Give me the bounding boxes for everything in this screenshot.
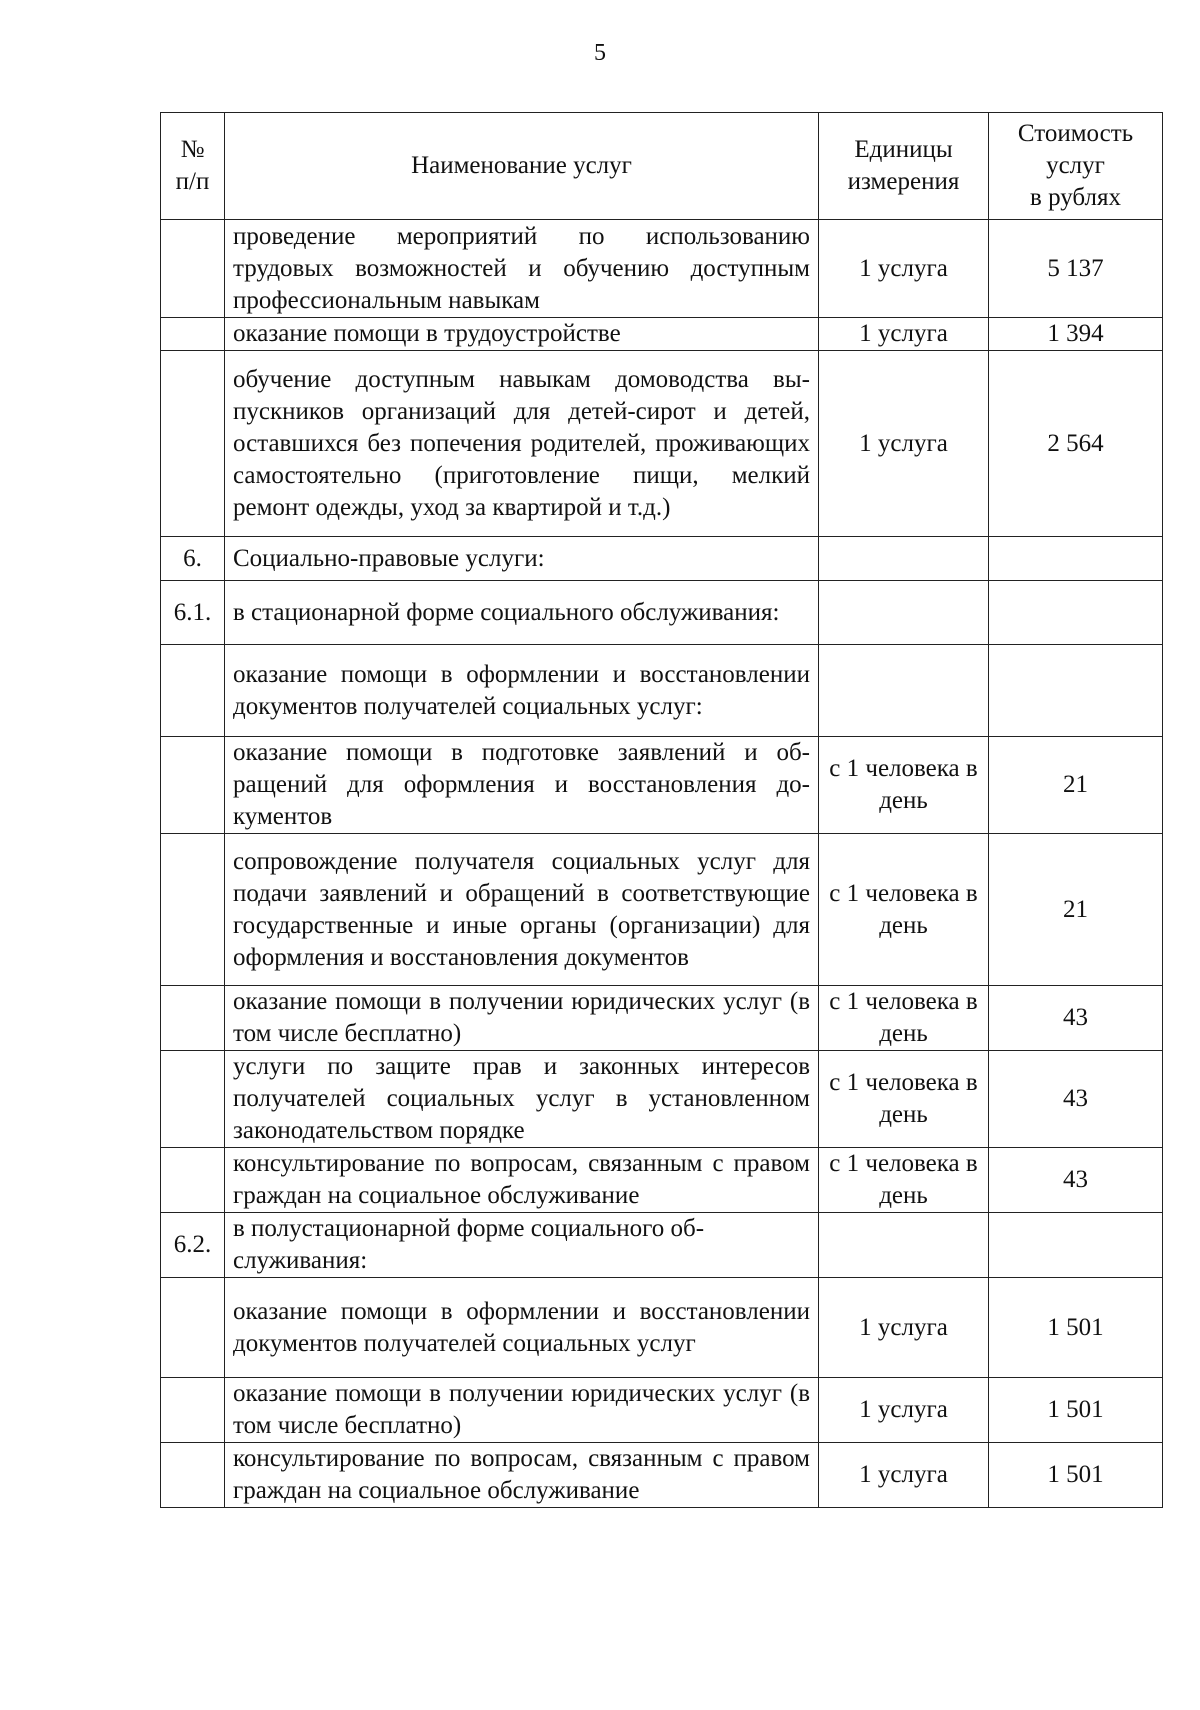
row-number-cell xyxy=(161,1148,225,1213)
row-number-cell xyxy=(161,1443,225,1508)
service-name-cell: консультирование по вопросам, связанным с правом граждан на социальное обслуживание xyxy=(225,1443,819,1508)
table-body xyxy=(161,220,1163,1508)
table-row xyxy=(161,1213,1163,1278)
cost-cell: 21 xyxy=(989,737,1163,834)
unit-cell xyxy=(819,1213,989,1278)
row-number-cell xyxy=(161,986,225,1051)
service-name-cell: оказание помощи в получении юридических услуг (в том числе бесплатно) xyxy=(225,1378,819,1443)
service-name-cell: в полустационарной форме социального обслуживания: xyxy=(225,1213,819,1278)
table-header-row xyxy=(161,113,1163,220)
page-number: 5 xyxy=(594,40,606,66)
cost-cell xyxy=(989,1213,1163,1278)
header-cost-line: Стоимость xyxy=(1017,120,1134,147)
service-name-cell: проведение мероприятий по использованию трудовых возможностей и обучению доступным профессиональным навыкам xyxy=(225,220,819,318)
row-number-cell xyxy=(161,318,225,351)
table-row xyxy=(161,351,1163,537)
unit-cell: с 1 человека в день xyxy=(819,834,989,986)
service-name-cell: обучение доступным навыкам домоводства выпускников организаций для детей-сирот и детей, оставшихся без попечения родителей, проживающих самостоятельно (приготовление пищи, мелкий ремонт одежды, уход за квартирой и т.д.) xyxy=(225,351,819,537)
unit-cell xyxy=(819,581,989,645)
row-number-cell xyxy=(161,737,225,834)
service-name-cell: оказание помощи в получении юридических услуг (в том числе бесплатно) xyxy=(225,986,819,1051)
header-number-line: п/п xyxy=(175,168,210,195)
cost-cell: 1 501 xyxy=(989,1278,1163,1378)
row-number-cell xyxy=(161,834,225,986)
header-service-name: Наименование услуг xyxy=(225,113,819,220)
unit-cell: с 1 человека в день xyxy=(819,737,989,834)
table-row xyxy=(161,1378,1163,1443)
cost-cell: 1 501 xyxy=(989,1378,1163,1443)
service-name-cell: оказание помощи в трудоустройстве xyxy=(225,318,819,351)
row-number-cell xyxy=(161,1378,225,1443)
unit-cell: 1 услуга xyxy=(819,220,989,318)
table-row xyxy=(161,1051,1163,1148)
row-number-cell xyxy=(161,1278,225,1378)
table-row xyxy=(161,318,1163,351)
table-row xyxy=(161,220,1163,318)
row-number-cell: 6.2. xyxy=(161,1213,225,1278)
table-row xyxy=(161,986,1163,1051)
unit-cell: 1 услуга xyxy=(819,1443,989,1508)
cost-cell: 1 394 xyxy=(989,318,1163,351)
unit-cell: 1 услуга xyxy=(819,1378,989,1443)
cost-cell: 1 501 xyxy=(989,1443,1163,1508)
row-number-cell xyxy=(161,220,225,318)
table-row xyxy=(161,834,1163,986)
header-number xyxy=(161,113,225,220)
cost-cell: 43 xyxy=(989,986,1163,1051)
service-name-cell: сопровождение получателя социальных услуг для подачи заявлений и обращений в соответствующие государственные и иные органы (организации) для оформления и восстановления документов xyxy=(225,834,819,986)
row-number-cell: 6. xyxy=(161,537,225,581)
service-name-cell: в стационарной форме социального обслуживания: xyxy=(225,581,819,645)
service-name-cell: оказание помощи в оформлении и восстановлении документов получателей социальных услуг xyxy=(225,1278,819,1378)
cost-cell: 2 564 xyxy=(989,351,1163,537)
row-number-cell xyxy=(161,351,225,537)
table-row xyxy=(161,537,1163,581)
table-row xyxy=(161,581,1163,645)
header-unit-line: Единицы xyxy=(854,136,953,163)
service-name-cell: Социально-правовые услуги: xyxy=(225,537,819,581)
unit-cell xyxy=(819,537,989,581)
service-name-cell: услуги по защите прав и законных интересов получателей социальных услуг в установленном законодательством порядке xyxy=(225,1051,819,1148)
row-number-cell xyxy=(161,645,225,737)
cost-cell: 43 xyxy=(989,1051,1163,1148)
services-price-table xyxy=(160,112,1163,1508)
table-row xyxy=(161,737,1163,834)
cost-cell xyxy=(989,581,1163,645)
service-name-cell: оказание помощи в оформлении и восстановлении документов получателей социальных услуг: xyxy=(225,645,819,737)
unit-cell: 1 услуга xyxy=(819,318,989,351)
table-row xyxy=(161,1443,1163,1508)
header-cost-line: в рублях xyxy=(1030,184,1121,211)
unit-cell: с 1 человека в день xyxy=(819,1051,989,1148)
table-row xyxy=(161,645,1163,737)
unit-cell: 1 услуга xyxy=(819,351,989,537)
cost-cell: 43 xyxy=(989,1148,1163,1213)
service-name-cell: оказание помощи в подготовке заявлений и обращений для оформления и восстановления документов xyxy=(225,737,819,834)
unit-cell: с 1 человека в день xyxy=(819,986,989,1051)
service-name-cell: консультирование по вопросам, связанным с правом граждан на социальное обслуживание xyxy=(225,1148,819,1213)
cost-cell xyxy=(989,645,1163,737)
unit-cell xyxy=(819,645,989,737)
header-number-line: № xyxy=(180,136,205,163)
cost-cell xyxy=(989,537,1163,581)
header-unit-line: измерения xyxy=(847,168,960,195)
row-number-cell xyxy=(161,1051,225,1148)
table-row xyxy=(161,1278,1163,1378)
header-unit xyxy=(819,113,989,220)
row-number-cell: 6.1. xyxy=(161,581,225,645)
cost-cell: 5 137 xyxy=(989,220,1163,318)
unit-cell: с 1 человека в день xyxy=(819,1148,989,1213)
unit-cell: 1 услуга xyxy=(819,1278,989,1378)
header-cost xyxy=(989,113,1163,220)
table-row xyxy=(161,1148,1163,1213)
header-cost-line: услуг xyxy=(1046,152,1105,179)
cost-cell: 21 xyxy=(989,834,1163,986)
